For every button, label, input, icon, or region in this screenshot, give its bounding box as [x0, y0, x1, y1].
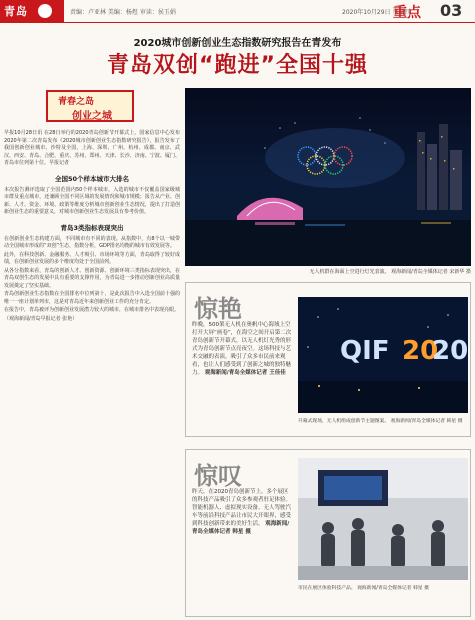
slogan-badge — [46, 90, 134, 122]
article-paragraph: 从各分指数来看，青岛的创新人才、创新资源、创新环境三类指标表现突出，在青岛双创生态的发展中具有重要的支撑作用，为青岛进一步推动创新创业高质量发展奠定了坚实基础。 — [4, 267, 180, 289]
logo-text: 青岛 — [4, 5, 28, 18]
story-text: 昨晚，500架无人机在奥帆中心海域上空打开大屏“画卷”，在海空之间开启第二次青岛创新节开幕式，以无人机灯光秀的形式为青岛创新节点亮夜空。这场科技与艺术交融的表演，吸引了众多市民前来观看，也让人们感受到了创新之城的独特魅力。 — [192, 322, 292, 376]
newspaper-logo — [0, 0, 64, 22]
article-paragraph: 青岛创新创业生态指数在全国排名中位列第十，是此次报告中入选全国前十强的唯一一座计划单列市，这是对青岛近年来创新创业工作的充分肯定。 — [4, 291, 180, 305]
section-heading-indicators: 青岛3类指标表现突出 — [60, 223, 124, 232]
drone-logo-year: 20 — [402, 336, 439, 366]
drone-logo-illustration — [298, 297, 468, 413]
badge-line-1: 青春之岛 — [58, 97, 95, 107]
drone-closeup-photo — [298, 297, 468, 413]
story-byline: 观海新闻/青岛全媒体记者 韩星 摄 — [192, 521, 290, 535]
drone-logo-mark: QIF — [340, 336, 390, 366]
article-paragraph: 在创新创业生态构建方面，不同城市有不同的表现。从指数中，有8个以一城带动全国城市形成的“双创”生态，指数分析，GDP排名均衡的城市有效发展等。 — [4, 235, 180, 249]
header-divider — [0, 22, 475, 23]
sidebar-story-amazing — [185, 282, 471, 437]
drone-show-illustration — [185, 88, 471, 266]
article-paragraph: 此外，在科技创新、金融服务、人才吸引、市场环境等方面，青岛取得了较好成绩，在创新创业发展的多个维度均处于全国前列。 — [4, 251, 180, 265]
photo-caption: 开幕式现场，无人机组成创新节主题图案。 观海新闻/青岛全媒体记者 韩星 摄 — [298, 419, 463, 424]
story-byline: 观海新闻/青岛全媒体记者 王佳佳 — [204, 370, 286, 376]
story-body — [192, 321, 292, 377]
story-body — [192, 488, 292, 536]
exhibition-photo — [298, 458, 468, 580]
sidebar-story-wonder — [185, 449, 471, 617]
drone-show-photo — [185, 88, 471, 266]
page-header — [0, 0, 475, 22]
story-title: 惊叹 — [194, 462, 242, 490]
section-tag: 重点 — [393, 5, 421, 21]
subheadline: 2020城市创新创业生态指数研究报告在青发布 — [133, 38, 342, 49]
svg-text:20: 20 — [432, 336, 468, 366]
photo-caption: 无人机群在海面上空进行灯光表演。 观海新闻/青岛全媒体记者 宋新华 摄 — [309, 269, 471, 275]
article-byline: （观海新闻/青岛早报记者 张艳） — [4, 315, 78, 322]
editor-credits: 责编：卢亚林 美编：杨煜 审读：侯玉娟 — [70, 9, 176, 16]
photo-caption: 市民在展区体验科技产品。 观海新闻/青岛全媒体记者 韩星 摄 — [298, 586, 429, 591]
story-title: 惊艳 — [194, 295, 242, 323]
badge-line-2: 创业之城 — [72, 111, 112, 122]
main-article — [4, 130, 180, 323]
exhibition-illustration — [298, 458, 468, 580]
story-text: 昨天，在2020青岛创新节上，多个展区的科技产品吸引了众多参观者驻足体验。智能机器人、虚拟现实设备、无人驾驶汽车等前沿科技产品让市民大开眼界，感受到科技创新带来的美好生活。 — [192, 489, 292, 527]
headline: 青岛双创“跑进”全国十强 — [107, 53, 368, 78]
article-paragraph: 在报告中，青岛被评为创新创业发展潜力较大的城市，在城市排名中表现亮眼。 — [4, 307, 180, 313]
page-number: 03 — [440, 1, 463, 20]
issue-date: 2020年10月29日 星期四 — [342, 9, 411, 16]
logo-emblem-icon — [38, 4, 52, 18]
section-heading-rankings: 全国50个样本城市大排名 — [54, 174, 130, 183]
article-paragraph: 本次报告测评选取了全国范围内50个样本城市，入选的城市不仅覆盖国家级城市群及重点城市，还兼顾全国不同区域的发展情况和城市规模；报告从产业、创新、人才、资金、环境、政策等维度分析城市创新创业生态情况，提出了打造创新创业生态的重要意义，对城市创新创业生态发展具有参考价值。 — [4, 186, 180, 215]
lead-paragraph: 早报10月28日讯 在28日举行的2020青岛创新节开幕式上，国家信息中心发布2020年第二次青岛发布《2020城市创新创业生态指数研究报告》，报告发布了我国创新创业城市、沙特及全国，上海、深圳、广州、杭州、成都、南京、武汉、西安、青岛、合肥、重庆、苏州、郑州、天津、长沙、济南、宁波、厦门、青岛市位列第十位。早报记者 — [4, 130, 180, 166]
